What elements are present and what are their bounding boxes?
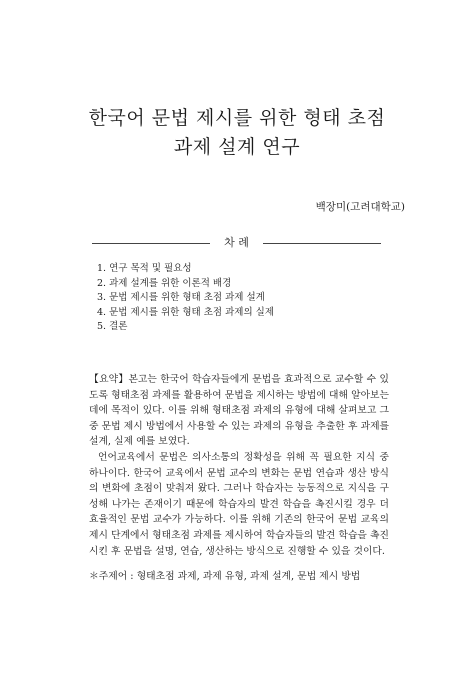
toc-item: 4. 문법 제시를 위한 형태 초점 과제의 실제 [97, 306, 275, 318]
toc-list [97, 262, 274, 335]
title-line-1: 한국어 문법 제시를 위한 형태 초점 [88, 107, 386, 129]
toc-item: 1. 연구 목적 및 필요성 [97, 263, 192, 274]
abstract-text-1: 본고는 한국어 학습자들에게 문법을 효과적으로 교수할 수 있도록 형태초점 과제를 활용하여 문법을 제시하는 방법에 대해 알아보는 데에 목적이 있다. 이를 위해 형태초점 과제의 유형에 대해 살펴보고 그 중 문법 제시 방법에서 사용할 수 있는 과제의 유형을 추출한 후 과제를 설계, 실제 예를 보였다. [89, 374, 389, 448]
author-affiliation: 백장미(고려대학교) [315, 201, 405, 213]
keywords: ＊주제어 : 형태초점 과제, 과제 유형, 과제 설계, 문법 제시 방법 [89, 571, 361, 582]
title-line-2: 과제 설계 연구 [173, 136, 301, 158]
abstract [89, 372, 389, 559]
toc-heading-label: 차 례 [224, 236, 249, 249]
toc-item: 3. 문법 제시를 위한 형태 초점 과제 설계 [97, 292, 265, 304]
toc-item: 5. 결론 [97, 321, 128, 333]
paper-title [0, 104, 474, 162]
toc-heading [92, 236, 381, 250]
toc-item: 2. 과제 설계를 위한 이론적 배경 [97, 277, 232, 289]
abstract-label: 【요약】 [89, 374, 129, 385]
abstract-paragraph-1 [89, 372, 389, 450]
toc-rule-right [263, 243, 381, 244]
abstract-paragraph-2: 언어교육에서 문법은 의사소통의 정확성을 위해 꼭 필요한 지식 중 하나이다. 한국어 교육에서 문법 교수의 변화는 문법 연습과 생산 방식의 변화에 초점이 맞춰져 왔다. 그러나 학습자는 능동적으로 지식을 구성해 나가는 존재이기 때문에 학습자의 발견 학습을 촉진시킬 경우 더 효율적인 문법 교수가 가능하다. 이를 위해 기존의 한국어 문법 교육의 제시 단계에서 형태초점 과제를 제시하여 학습자들의 발견 학습을 촉진시킨 후 문법을 설명, 연습, 생산하는 방식으로 진행할 수 있을 것이다. [89, 451, 389, 557]
